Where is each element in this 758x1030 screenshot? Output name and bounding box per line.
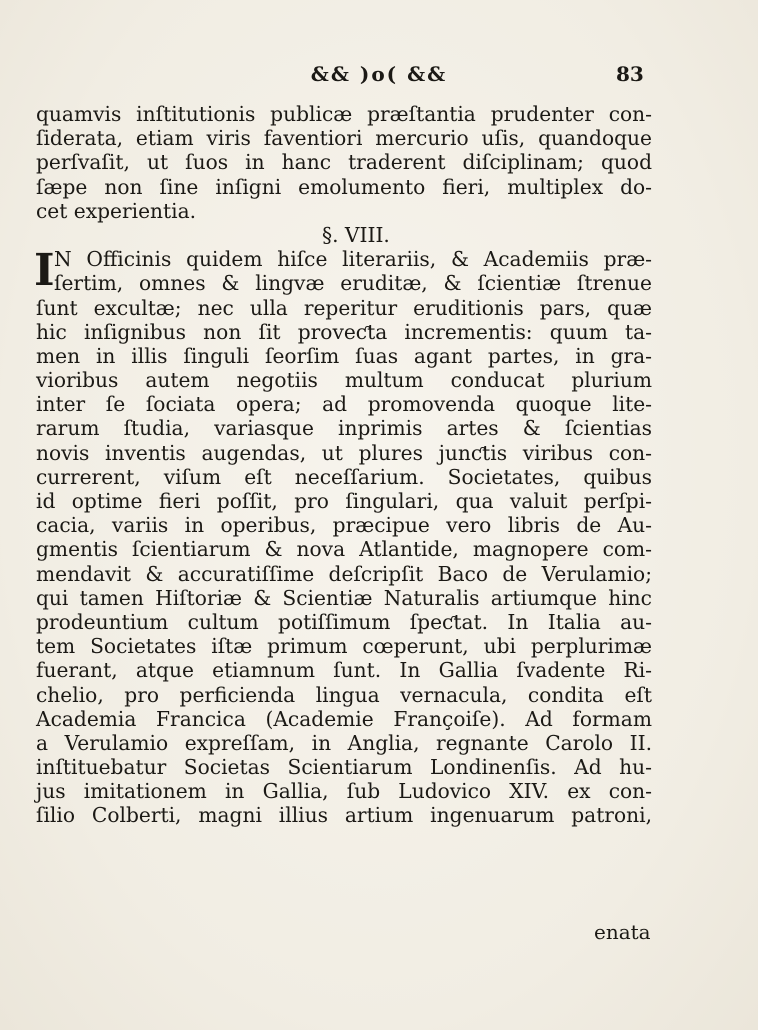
text-line: jus imitationem in Gallia, ſub Ludovico XIV. ex con- [36, 779, 652, 804]
paragraph [36, 247, 652, 828]
text-line: inſtituebatur Societas Scientiarum Londinenſis. Ad hu- [36, 755, 652, 780]
drop-initial: I [34, 245, 55, 297]
text-line: hic inſignibus non ſit proveƈta incrementis: quum ta- [36, 319, 652, 344]
text-line: id optime fieri poſſit, pro ſingulari, qua valuit perſpi- [36, 489, 652, 513]
text-line: men in illis ſinguli ſeorſim ſuas agant partes, in gra- [36, 343, 652, 368]
text-line: gmentis ſcientiarum & nova Atlantide, magnopere com- [36, 537, 652, 562]
text-line: N Officinis quidem hiſce literariis, & Academiis præ- [54, 247, 652, 272]
text-line: Academia Francica (Academie Françoiſe). Ad formam [36, 706, 652, 731]
text-line: currerent, viſum eſt neceſſarium. Societates, quibus [36, 464, 652, 489]
text-line: a Verulamio expreſſam, in Anglia, regnante Carolo II. [36, 730, 652, 755]
text-line: prodeuntium cultum potiſſimum ſpeƈtat. In Italia au- [36, 609, 652, 634]
text-line: mendavit & accuratiſſime deſcripſit Baco de Verulamio; [36, 561, 652, 586]
text-line: chelio, pro perficienda lingua vernacula, condita eſt [36, 682, 652, 707]
page-header [0, 62, 758, 92]
text-line: perſvaſit, ut ſuos in hanc traderent diſciplinam; quod [36, 150, 652, 175]
text-line: ſiderata, etiam viris faventiori mercurio uſis, quandoque [36, 126, 652, 151]
text-line: tem Societates iſtæ primum cœperunt, ubi perplurimæ [36, 634, 652, 659]
text-line: qui tamen Hiſtoriæ & Scientiæ Naturalis artiumque hinc [36, 585, 652, 610]
text-line: rarum ſtudia, variasque inprimis artes & ſcientias [36, 416, 652, 441]
page-number: 83 [616, 62, 644, 86]
text-line: ſunt excultæ; nec ulla reperitur eruditionis pars, quæ [36, 295, 652, 320]
header-ornament: && )o( && [310, 62, 448, 86]
text-line: cet experientia. [36, 198, 197, 223]
text-line: novis inventis augendas, ut plures junƈtis viribus con- [36, 440, 652, 465]
catchword: enata [594, 920, 651, 944]
text-line: cacia, variis in operibus, præcipue vero libris de Au- [36, 513, 652, 538]
text-line: ſertim, omnes & lingvæ eruditæ, & ſcientiæ ſtrenue [54, 271, 652, 296]
text-line: fuerant, atque etiamnum ſunt. In Gallia ſvadente Ri- [36, 658, 652, 683]
text-line: ſæpe non ſine inſigni emolumento fieri, multiplex do- [36, 174, 652, 199]
body-text [36, 102, 652, 828]
text-line: inter ſe ſociata opera; ad promovenda quoque lite- [36, 392, 652, 417]
text-line: ſilio Colberti, magni illius artium ingenuarum patroni, [36, 803, 652, 828]
section-heading: §. VIII. [322, 222, 390, 247]
text-line: vioribus autem negotiis multum conducat plurium [36, 368, 652, 393]
text-line: quamvis inſtitutionis publicæ præſtantia prudenter con- [36, 102, 652, 126]
